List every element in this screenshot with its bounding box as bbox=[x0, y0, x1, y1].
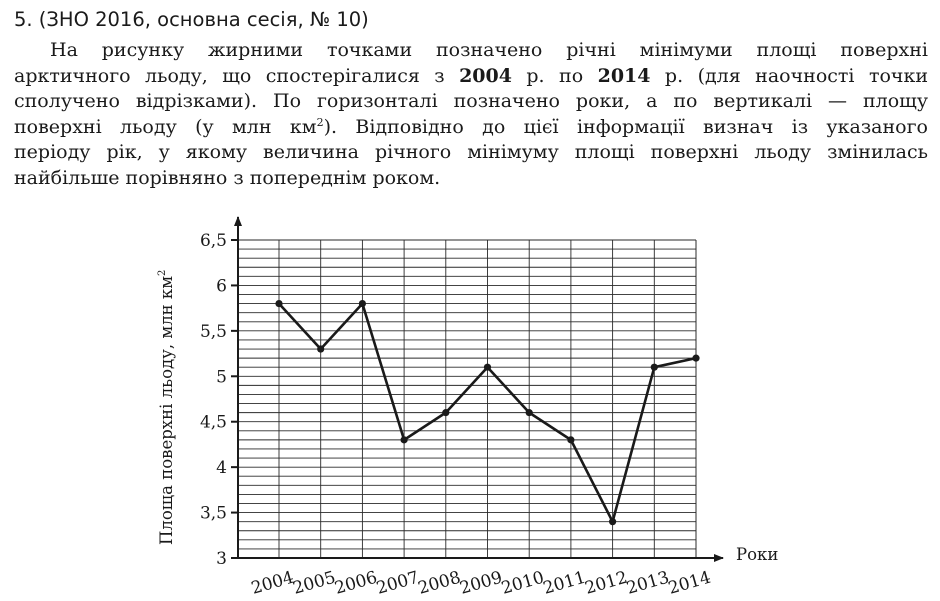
problem-line-4a: поверхні льоду (у млн км bbox=[14, 115, 317, 138]
problem-heading: 5. (ЗНО 2016, основна сесія, № 10) bbox=[14, 8, 369, 31]
x-tick-label: 2014 bbox=[666, 567, 714, 599]
y-axis-label bbox=[157, 270, 176, 545]
x-tick-label: 2007 bbox=[374, 567, 422, 599]
x-tick-label: 2008 bbox=[415, 567, 463, 599]
problem-line-4b: ). Відповідно до цієї інформації визнач із указаного bbox=[323, 115, 928, 138]
y-tick-labels bbox=[200, 231, 238, 569]
data-point bbox=[442, 409, 449, 416]
data-point bbox=[567, 436, 574, 443]
data-point bbox=[317, 345, 324, 352]
grid-minor-lines bbox=[238, 240, 696, 549]
problem-line-2c: р. (для наочності точки bbox=[650, 64, 928, 87]
x-tick-label: 2013 bbox=[624, 567, 672, 599]
y-tick-label: 6 bbox=[216, 276, 227, 297]
problem-line-2b: р. по bbox=[511, 64, 598, 87]
y-axis-label-text: Площа поверхні льоду, млн км bbox=[157, 275, 176, 545]
x-tick-label: 2004 bbox=[249, 567, 297, 599]
y-axis-label-sup: 2 bbox=[157, 269, 168, 276]
problem-line-6: найбільше порівняно з попереднім роком. bbox=[14, 166, 441, 189]
y-tick-label: 3,5 bbox=[199, 503, 227, 524]
problem-line-2a: арктичного льоду, що спостерігалися з bbox=[14, 64, 460, 87]
data-point bbox=[692, 355, 699, 362]
x-tick-label: 2009 bbox=[457, 567, 505, 599]
x-tick-label: 2005 bbox=[290, 567, 338, 599]
year-from: 2004 bbox=[459, 64, 512, 87]
data-point bbox=[609, 518, 616, 525]
x-tick-label: 2006 bbox=[332, 567, 380, 599]
y-tick-label: 5,5 bbox=[199, 321, 227, 342]
unit-superscript: 2 bbox=[316, 115, 324, 129]
chart-axes bbox=[238, 217, 723, 558]
problem-line-1: На рисунку жирними точками позначено річні мінімуми площі поверхні bbox=[50, 39, 928, 61]
data-point bbox=[401, 436, 408, 443]
grid-major-lines bbox=[279, 240, 696, 558]
data-point bbox=[275, 300, 282, 307]
x-tick-labels bbox=[249, 568, 713, 599]
x-tick-label: 2011 bbox=[540, 567, 589, 599]
data-point bbox=[359, 300, 366, 307]
data-point bbox=[526, 409, 533, 416]
x-tick-label: 2012 bbox=[582, 567, 630, 599]
x-tick-label: 2010 bbox=[499, 567, 547, 599]
y-tick-label: 4,5 bbox=[199, 412, 227, 433]
y-tick-label: 4 bbox=[216, 458, 227, 479]
data-point bbox=[651, 364, 658, 371]
y-tick-label: 5 bbox=[216, 367, 227, 388]
problem-line-5: періоду рік, у якому величина річного мінімуму площі поверхні льоду змінилась bbox=[14, 141, 928, 164]
y-tick-label: 6,5 bbox=[199, 231, 227, 251]
x-axis-label: Роки bbox=[736, 545, 779, 564]
y-tick-label: 3 bbox=[216, 549, 227, 569]
year-to: 2014 bbox=[597, 64, 651, 87]
problem-line-3: сполучено відрізками). По горизонталі позначено роки, а по вертикалі — площу bbox=[14, 90, 928, 113]
data-point bbox=[484, 364, 491, 371]
